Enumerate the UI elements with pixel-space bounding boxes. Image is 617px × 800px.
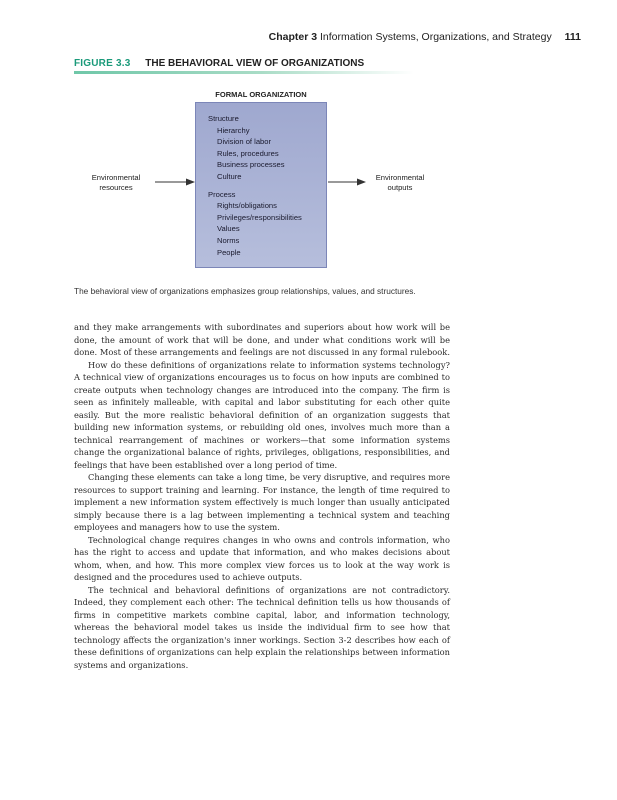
chapter-title: Information Systems, Organizations, and Strategy <box>320 31 552 43</box>
page-number: 111 <box>564 31 581 43</box>
environmental-resources-label <box>78 173 154 193</box>
running-head <box>269 31 581 43</box>
paragraph: The technical and behavioral definitions of organizations are not contradictory. Indeed, they complement each other: The technical definition tells us how thousands of firms in competitive markets combine capital, labor, and information technology, whereas the behavioral model takes us inside the individual firm to see how that technology affects the organization's inner workings. Section 3-2 describes how each of these definitions of organizations can help explain the relationships between information systems and organizations. <box>74 584 450 670</box>
structure-item: Culture <box>217 171 242 181</box>
chapter-label: Chapter 3 <box>268 31 318 43</box>
process-item: Values <box>217 224 240 234</box>
input-label-line: resources <box>99 183 133 192</box>
environmental-outputs-label <box>362 173 438 193</box>
paragraph: Technological change requires changes in who owns and controls information, who has the right to access and update that information, and who makes decisions about whom, when, and how. This more complex view forces us to look at the way work is designed and the procedures used to achieve outputs. <box>74 534 450 582</box>
process-title: Process <box>208 189 236 199</box>
input-arrow <box>154 176 196 188</box>
paragraph: How do these definitions of organizations relate to information systems technology? A technical view of organizations encourages us to focus on how inputs are combined to create outputs when technology changes are introduced into the company. The firm is seen as infinitely malleable, with capital and labor substituting for each other quite easily. But the more realistic behavioral definition of an organization suggests that building new information systems, or rebuilding old ones, involves much more than a technical rearrangement of machines or workers—that some information systems change the organizational balance of rights, privileges, obligations, responsibilities, and feelings that have been established over a long period of time. <box>74 359 450 470</box>
structure-section <box>208 113 302 183</box>
process-item: Rights/obligations <box>217 201 277 211</box>
process-item: Norms <box>217 235 240 245</box>
body-text <box>74 321 450 671</box>
figure-number: FIGURE 3.3 <box>74 58 131 69</box>
process-section <box>208 189 302 259</box>
figure-caption: The behavioral view of organizations emphasizes group relationships, values, and structures. <box>74 286 416 296</box>
formal-organization-label: FORMAL ORGANIZATION <box>215 90 307 99</box>
structure-item: Rules, procedures <box>217 148 279 158</box>
structure-item: Division of labor <box>217 137 272 147</box>
figure-heading <box>74 58 364 69</box>
formal-organization-box <box>195 102 327 268</box>
output-label-line: Environmental <box>375 173 425 182</box>
structure-item: Hierarchy <box>217 125 250 135</box>
process-item: Privileges/responsibilities <box>217 212 302 222</box>
figure-title: THE BEHAVIORAL VIEW OF ORGANIZATIONS <box>145 58 365 69</box>
input-label-line: Environmental <box>91 173 141 182</box>
output-label-line: outputs <box>387 183 413 192</box>
paragraph: and they make arrangements with subordinates and superiors about how work will be done, the amount of work that will be done, and under what conditions work will be done. Most of these arrangements and feelings are not discussed in any formal rulebook. <box>74 322 450 357</box>
structure-item: Business processes <box>217 160 285 170</box>
output-arrow <box>327 176 367 188</box>
structure-title: Structure <box>208 114 239 123</box>
figure-rule <box>74 71 414 74</box>
paragraph: Changing these elements can take a long time, be very disruptive, and requires more resources to support training and learning. For instance, the length of time required to implement a new information system effectively is much longer than usually anticipated simply because there is a lag between implementing a technical system and teaching employees and managers how to use the system. <box>74 472 450 532</box>
process-item: People <box>217 247 241 257</box>
